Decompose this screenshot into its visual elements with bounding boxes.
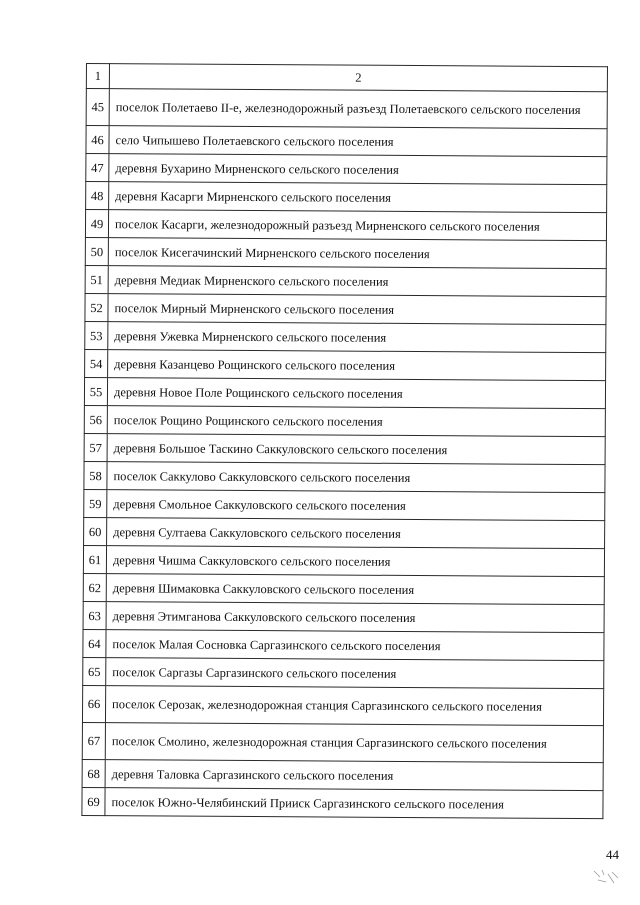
row-number: 50 [85,237,108,265]
table-row [84,461,605,492]
row-text: деревня Большое Таскино Саккуловского сельского поселения [107,434,605,465]
row-text: поселок Касарги, железнодорожный разъезд Мирненского сельского поселения [108,210,606,241]
row-text: поселок Мирный Мирненского сельского поселения [108,294,606,325]
row-number: 49 [85,210,108,238]
table-row [83,657,604,688]
row-text: деревня Ужевка Мирненского сельского поселения [108,322,606,353]
row-number: 51 [85,265,108,293]
row-number: 67 [82,722,105,759]
row-number: 63 [83,601,106,629]
table-row [82,787,603,818]
row-text: поселок Саккулово Саккуловского сельского поселения [107,462,605,493]
header-col-2: 2 [109,64,607,92]
page-number: 44 [606,847,619,862]
row-number: 47 [86,154,109,182]
row-number: 55 [84,377,107,405]
table-row [86,126,607,157]
table-row [86,89,607,129]
row-number: 54 [85,349,108,377]
table-row [82,722,603,762]
row-text: деревня Касарги Мирненского сельского поселения [109,182,607,213]
table-row [83,601,604,632]
row-text: поселок Смолино, железнодорожная станция Саргазинского сельского поселения [105,723,603,763]
table-row [85,321,606,352]
table-row [82,759,603,790]
row-number: 60 [84,517,107,545]
row-text: деревня Казанцево Рощинского сельского поселения [108,350,606,381]
table-row [85,293,606,324]
row-text: деревня Смольное Саккуловского сельского поселения [107,490,605,521]
table-row [83,545,604,576]
row-text: село Чипышево Полетаевского сельского поселения [109,126,607,157]
row-text: деревня Таловка Саргазинского сельского поселения [105,760,603,791]
row-number: 64 [83,629,106,657]
table-row [85,349,606,380]
scan-mark [592,868,622,886]
table-row [85,237,606,268]
table-row [82,685,603,725]
table-row [84,377,605,408]
row-text: поселок Малая Сосновка Саргазинского сельского поселения [106,630,604,661]
row-text: поселок Кисегачинский Мирненского сельского поселения [108,238,606,269]
row-number: 62 [83,573,106,601]
row-text: поселок Южно-Челябинский Прииск Саргазинского сельского поселения [105,788,603,819]
row-text: поселок Саргазы Саргазинского сельского поселения [106,658,604,689]
settlements-table [81,63,608,819]
header-col-1: 1 [86,64,109,89]
row-number: 52 [85,293,108,321]
row-text: деревня Бухарино Мирненского сельского поселения [109,154,607,185]
table-row [84,405,605,436]
table-row [83,629,604,660]
row-number: 68 [82,759,105,787]
row-text: деревня Новое Поле Рощинского сельского поселения [107,378,605,409]
row-number: 58 [84,461,107,489]
row-number: 57 [84,433,107,461]
row-number: 69 [82,787,105,815]
row-text: деревня Султаева Саккуловского сельского поселения [107,518,605,549]
table-row [84,489,605,520]
table-row [85,210,606,241]
row-number: 59 [84,489,107,517]
row-number: 61 [83,545,106,573]
table-row [84,433,605,464]
row-number: 65 [83,657,106,685]
table-header-row [86,64,607,92]
row-text: деревня Чишма Саккуловского сельского поселения [106,546,604,577]
row-number: 56 [84,405,107,433]
row-number: 66 [82,685,105,722]
row-number: 48 [86,182,109,210]
table-row [84,517,605,548]
row-text: деревня Этимганова Саккуловского сельского поселения [106,602,604,633]
table-row [83,573,604,604]
table-row [86,182,607,213]
row-text: поселок Рощино Рощинского сельского поселения [107,406,605,437]
row-number: 53 [85,321,108,349]
row-text: деревня Шимаковка Саккуловского сельского поселения [106,574,604,605]
row-text: деревня Медиак Мирненского сельского поселения [108,266,606,297]
row-number: 45 [86,89,109,126]
row-text: поселок Полетаево II-е, железнодорожный разъезд Полетаевского сельского поселения [109,89,607,129]
table-row [85,265,606,296]
row-text: поселок Серозак, железнодорожная станция Саргазинского сельского поселения [105,686,603,726]
row-number: 46 [86,126,109,154]
table-row [86,154,607,185]
